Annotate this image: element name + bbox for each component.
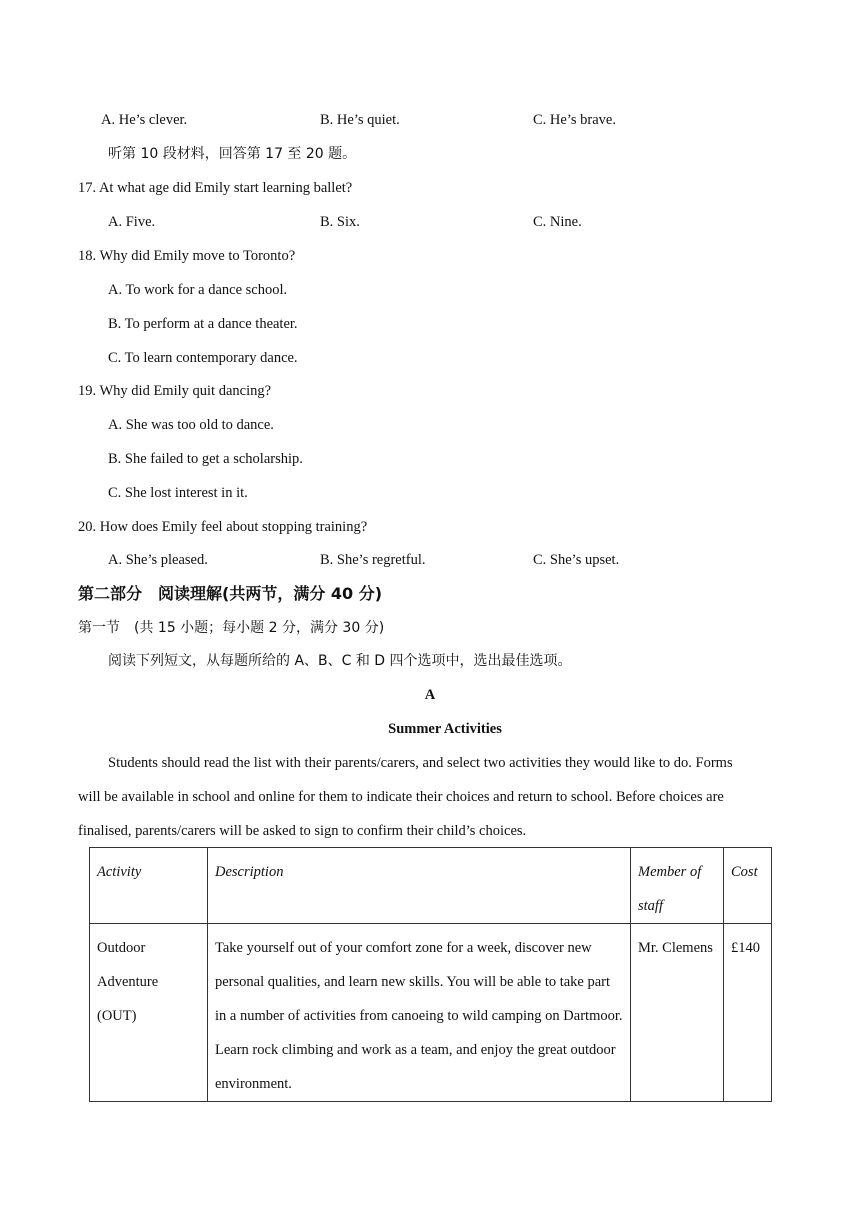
section10-intro: 听第 10 段材料，回答第 17 至 20 题。 bbox=[108, 146, 357, 162]
q16-option-b: B. He’s quiet. bbox=[320, 112, 400, 128]
table-header-row bbox=[90, 848, 772, 924]
passage-label: A bbox=[424, 687, 436, 703]
table-row bbox=[90, 924, 772, 1102]
passage-title: Summer Activities bbox=[388, 721, 502, 737]
activity-name: Outdoor Adventure (OUT) bbox=[90, 924, 208, 1102]
activities-table bbox=[89, 847, 772, 1102]
activity-staff: Mr. Clemens bbox=[631, 924, 724, 1102]
q17-option-a: A. Five. bbox=[108, 214, 156, 230]
header-description: Description bbox=[208, 848, 631, 924]
activity-cost: £140 bbox=[724, 924, 772, 1102]
question-20-stem: 20. How does Emily feel about stopping training? bbox=[78, 519, 368, 535]
reading-instruction: 阅读下列短文，从每题所给的 A、B、C 和 D 四个选项中，选出最佳选项。 bbox=[108, 653, 572, 669]
header-activity: Activity bbox=[90, 848, 208, 924]
q18-option-a: A. To work for a dance school. bbox=[108, 282, 288, 298]
question-17-stem: 17. At what age did Emily start learning ballet? bbox=[78, 180, 353, 196]
section1-heading: 第一节 (共 15 小题；每小题 2 分，满分 30 分) bbox=[78, 620, 385, 636]
question-19-stem: 19. Why did Emily quit dancing? bbox=[78, 383, 272, 399]
activity-description: Take yourself out of your comfort zone for a week, discover new personal qualities, and learn new skills. You will be able to take part in a number of activities from canoeing to wild camping on Dartmoor. Learn rock climbing and work as a team, and enjoy the great outdoor environment. bbox=[208, 924, 631, 1102]
q19-option-c: C. She lost interest in it. bbox=[108, 485, 248, 501]
q17-option-b: B. Six. bbox=[320, 214, 360, 230]
q19-option-a: A. She was too old to dance. bbox=[108, 417, 274, 433]
q20-option-a: A. She’s pleased. bbox=[108, 552, 208, 568]
passage-line-2: will be available in school and online for them to indicate their choices and return to school. Before choices are bbox=[78, 789, 724, 805]
header-cost: Cost bbox=[724, 848, 772, 924]
q18-option-b: B. To perform at a dance theater. bbox=[108, 316, 298, 332]
passage-line-1: Students should read the list with their parents/carers, and select two activities they would like to do. Forms bbox=[108, 755, 733, 771]
passage-line-3: finalised, parents/carers will be asked to sign to confirm their child’s choices. bbox=[78, 823, 527, 839]
q17-option-c: C. Nine. bbox=[533, 214, 582, 230]
q20-option-c: C. She’s upset. bbox=[533, 552, 620, 568]
q16-option-c: C. He’s brave. bbox=[533, 112, 616, 128]
q18-option-c: C. To learn contemporary dance. bbox=[108, 350, 298, 366]
part2-heading: 第二部分 阅读理解(共两节，满分 40 分) bbox=[78, 584, 383, 603]
header-member-of-staff: Member of staff bbox=[631, 848, 724, 924]
q16-option-a: A. He’s clever. bbox=[101, 112, 188, 128]
q19-option-b: B. She failed to get a scholarship. bbox=[108, 451, 303, 467]
q20-option-b: B. She’s regretful. bbox=[320, 552, 426, 568]
question-18-stem: 18. Why did Emily move to Toronto? bbox=[78, 248, 296, 264]
